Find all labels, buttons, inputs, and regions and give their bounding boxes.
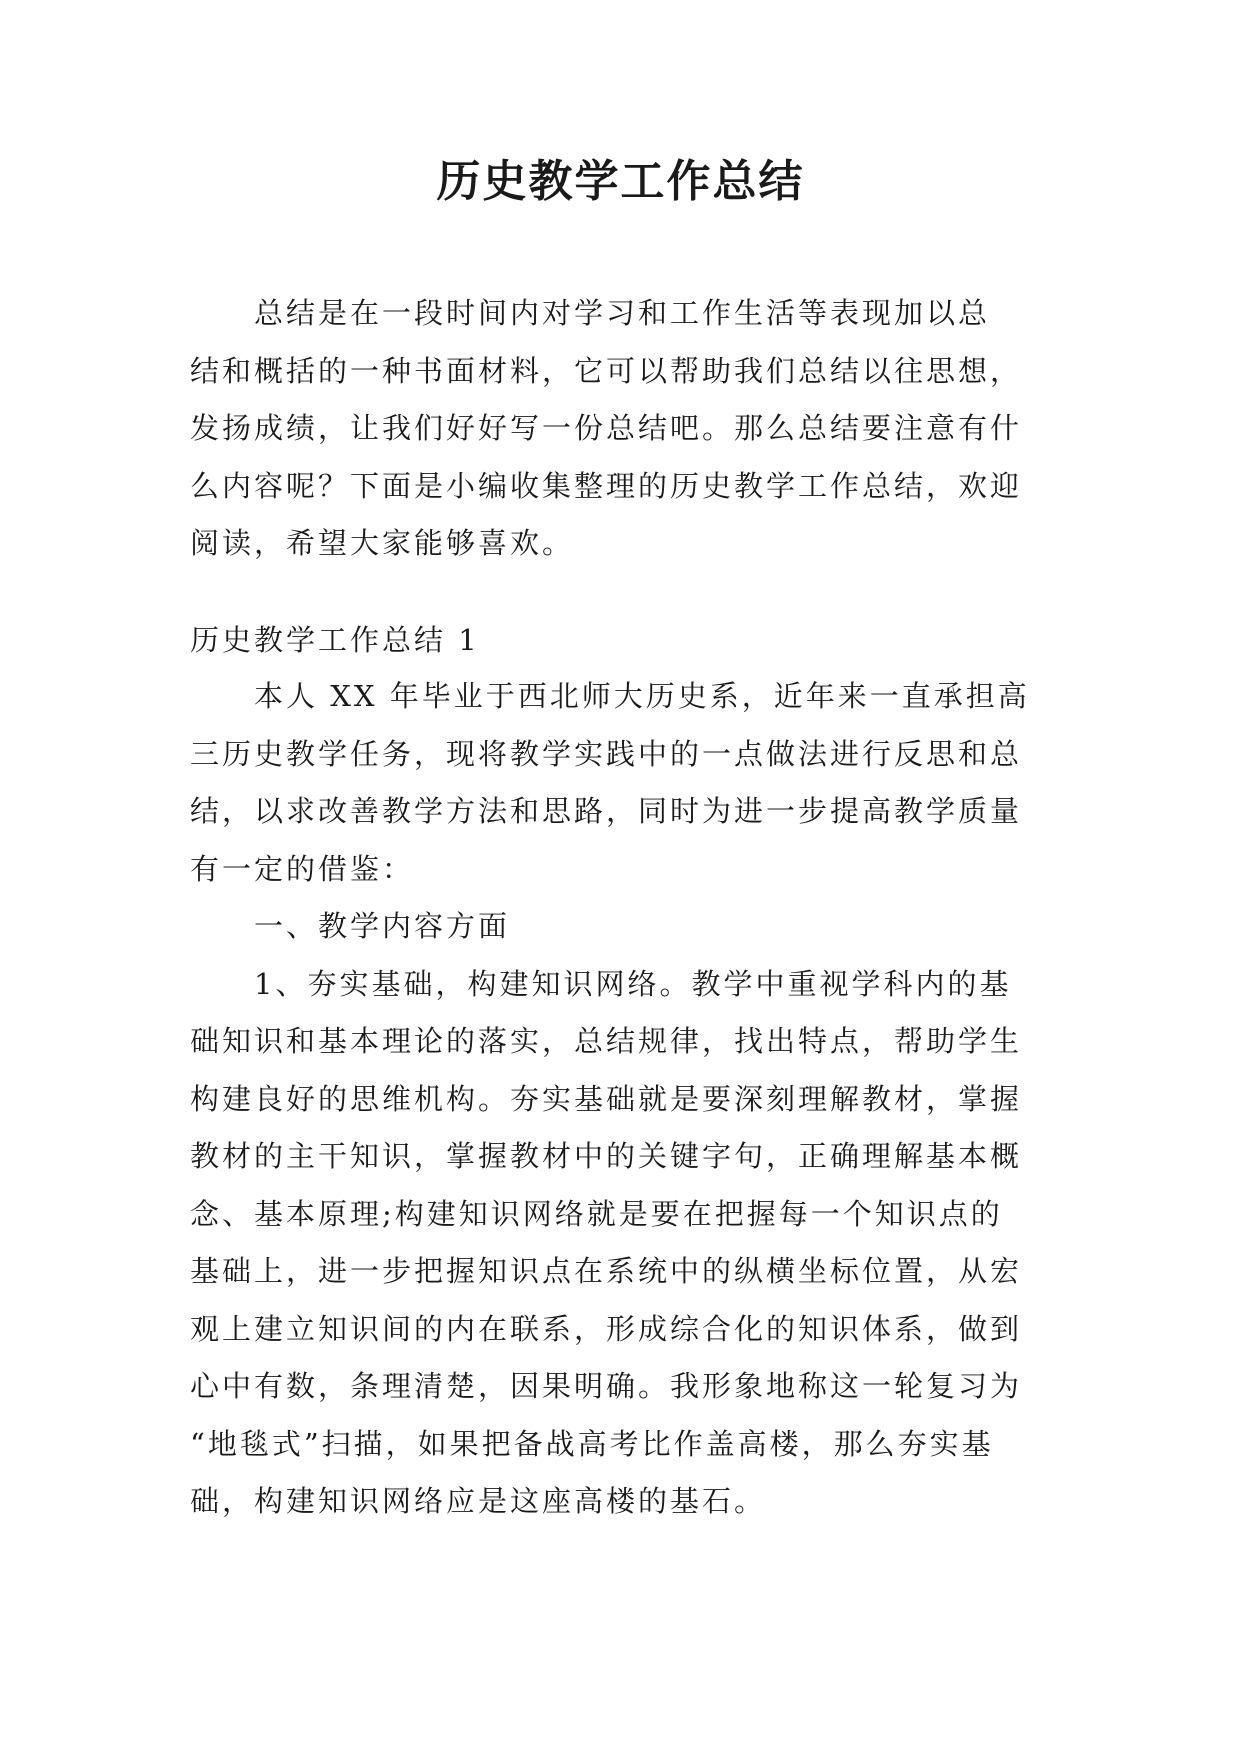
paragraph-line: 教材的主干知识，掌握教材中的关键字句，正确理解基本概 [190, 1139, 1023, 1173]
subheading: 一、教学内容方面 [254, 909, 511, 943]
paragraph-line: 础知识和基本理论的落实，总结规律，找出特点，帮助学生 [190, 1024, 1023, 1058]
document-title: 历史教学工作总结 [436, 156, 805, 207]
section-body [190, 668, 1055, 1531]
paragraph-line: 本人 XX 年毕业于西北师大历史系，近年来一直承担高 [254, 679, 1030, 713]
paragraph-line: 1、夯实基础，构建知识网络。教学中重视学科内的基 [254, 966, 1012, 1001]
intro-line: 阅读，希望大家能够喜欢。 [190, 526, 575, 560]
intro-line: 么内容呢？下面是小编收集整理的历史教学工作总结，欢迎 [190, 468, 1023, 503]
section-heading: 历史教学工作总结 1 [190, 623, 480, 657]
intro-line: 结和概括的一种书面材料，它可以帮助我们总结以往思想， [190, 353, 1023, 388]
paragraph-line: 结，以求改善教学方法和思路，同时为进一步提高教学质量 [190, 794, 1023, 828]
paragraph-line: 念、基本原理;构建知识网络就是要在把握每一个知识点的 [190, 1196, 1003, 1231]
intro-line: 总结是在一段时间内对学习和工作生活等表现加以总 [254, 296, 991, 330]
paragraph-line: 构建良好的思维机构。夯实基础就是要深刻理解教材，掌握 [190, 1081, 1023, 1116]
paragraph-line: 心中有数，条理清楚，因果明确。我形象地称这一轮复习为 [190, 1369, 1023, 1403]
intro-line: 发扬成绩，让我们好好写一份总结吧。那么总结要注意有什 [190, 411, 1023, 445]
paragraph-line: 有一定的借鉴： [190, 851, 415, 886]
paragraph-line: 三历史教学任务，现将教学实践中的一点做法进行反思和总 [190, 736, 1023, 771]
paragraph-line: 础，构建知识网络应是这座高楼的基石。 [190, 1484, 767, 1518]
intro-paragraph [190, 285, 1055, 573]
paragraph-line: 基础上，进一步把握知识点在系统中的纵横坐标位置，从宏 [190, 1254, 1023, 1288]
paragraph-line: “地毯式”扫描，如果把备战高考比作盖高楼，那么夯实基 [190, 1426, 994, 1461]
paragraph-line: 观上建立知识间的内在联系，形成综合化的知识体系，做到 [190, 1311, 1023, 1346]
